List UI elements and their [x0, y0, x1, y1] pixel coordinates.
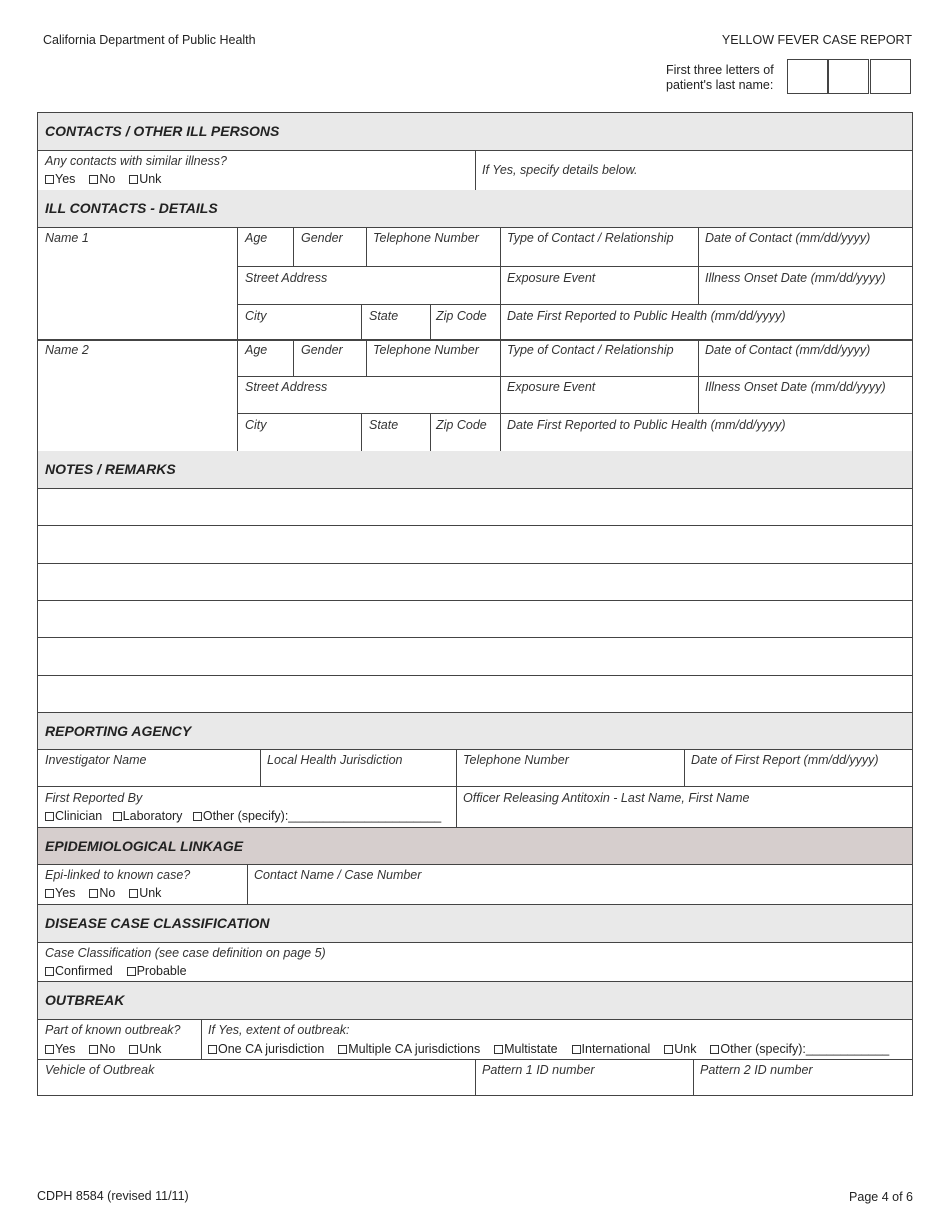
page-number: Page 4 of 6 — [849, 1190, 913, 1204]
checkbox-icon — [45, 889, 54, 898]
extent-label: If Yes, extent of outbreak: — [208, 1023, 350, 1037]
contacts-options — [45, 172, 161, 186]
telephone-field-2[interactable]: Telephone Number — [373, 343, 479, 357]
pattern1-field[interactable]: Pattern 1 ID number — [482, 1063, 595, 1077]
date-first-report-field[interactable]: Date of First Report (mm/dd/yyyy) — [691, 753, 879, 767]
contact-name-field[interactable]: Contact Name / Case Number — [254, 868, 422, 882]
checkbox-icon — [572, 1045, 581, 1054]
checkbox-icon — [129, 889, 138, 898]
notes-line-5[interactable] — [38, 638, 912, 676]
notes-line-6[interactable] — [38, 676, 912, 713]
epi-yes[interactable]: Yes — [45, 886, 75, 900]
state-field-1[interactable]: State — [369, 309, 399, 323]
section-epi: EPIDEMIOLOGICAL LINKAGE — [38, 828, 912, 865]
divider — [475, 1060, 476, 1096]
extent-one-ca[interactable]: One CA jurisdiction — [208, 1042, 324, 1056]
notes-line-1[interactable] — [38, 489, 912, 526]
onset-field-2[interactable]: Illness Onset Date (mm/dd/yyyy) — [705, 380, 886, 394]
section-contacts: CONTACTS / OTHER ILL PERSONS — [38, 113, 912, 151]
investigator-field[interactable]: Investigator Name — [45, 753, 147, 767]
reporting-telephone-field[interactable]: Telephone Number — [463, 753, 569, 767]
name1-field[interactable]: Name 1 — [45, 231, 89, 245]
checkbox-icon — [45, 175, 54, 184]
extent-options — [208, 1042, 889, 1056]
outbreak-options — [45, 1042, 161, 1056]
checkbox-icon — [208, 1045, 217, 1054]
age-field-1[interactable]: Age — [245, 231, 268, 245]
contacts-if-yes: If Yes, specify details below. — [482, 163, 638, 177]
street-field-2[interactable]: Street Address — [245, 380, 328, 394]
extent-international[interactable]: International — [572, 1042, 651, 1056]
divider — [201, 1020, 202, 1060]
notes-line-4[interactable] — [38, 601, 912, 638]
divider — [293, 227, 294, 266]
classification-options — [45, 964, 187, 978]
checkbox-icon — [89, 889, 98, 898]
reported-other[interactable]: Other (specify):______________________ — [193, 809, 441, 823]
section-notes: NOTES / REMARKS — [38, 451, 912, 489]
checkbox-icon — [129, 175, 138, 184]
divider — [237, 340, 238, 451]
date-reported-field-2[interactable]: Date First Reported to Public Health (mm/dd/yyyy) — [507, 418, 786, 432]
divider — [430, 304, 431, 339]
notes-line-3[interactable] — [38, 564, 912, 601]
exposure-field-1[interactable]: Exposure Event — [507, 271, 596, 285]
divider — [361, 304, 362, 339]
city-field-1[interactable]: City — [245, 309, 267, 323]
divider — [237, 304, 912, 305]
outbreak-question: Part of known outbreak? — [45, 1023, 181, 1037]
date-contact-field-2[interactable]: Date of Contact (mm/dd/yyyy) — [705, 343, 871, 357]
divider — [260, 750, 261, 787]
gender-field-1[interactable]: Gender — [301, 231, 343, 245]
city-field-2[interactable]: City — [245, 418, 267, 432]
agency-name: California Department of Public Health — [43, 33, 256, 47]
epi-no[interactable]: No — [89, 886, 115, 900]
checkbox-icon — [89, 1045, 98, 1054]
contacts-no[interactable]: No — [89, 172, 115, 186]
section-ill-contacts: ILL CONTACTS - DETAILS — [38, 190, 912, 228]
divider — [38, 339, 912, 341]
divider — [366, 340, 367, 376]
notes-line-2[interactable] — [38, 526, 912, 564]
extent-other[interactable]: Other (specify):____________ — [710, 1042, 889, 1056]
vehicle-field[interactable]: Vehicle of Outbreak — [45, 1063, 155, 1077]
epi-options — [45, 886, 161, 900]
divider — [693, 1060, 694, 1096]
initial-box-2[interactable] — [828, 59, 869, 94]
checkbox-icon — [127, 967, 136, 976]
contacts-yes[interactable]: Yes — [45, 172, 75, 186]
epi-unk[interactable]: Unk — [129, 886, 161, 900]
divider — [475, 151, 476, 191]
divider — [293, 340, 294, 376]
checkbox-icon — [89, 175, 98, 184]
checkbox-icon — [113, 812, 122, 821]
checkbox-icon — [664, 1045, 673, 1054]
divider — [456, 750, 457, 828]
reported-clinician[interactable]: Clinician — [45, 809, 102, 823]
extent-unk[interactable]: Unk — [664, 1042, 696, 1056]
jurisdiction-field[interactable]: Local Health Jurisdiction — [267, 753, 403, 767]
form-number: CDPH 8584 (revised 11/11) — [37, 1189, 189, 1203]
contacts-unk[interactable]: Unk — [129, 172, 161, 186]
onset-field-1[interactable]: Illness Onset Date (mm/dd/yyyy) — [705, 271, 886, 285]
zip-field-1[interactable]: Zip Code — [436, 309, 487, 323]
epi-question: Epi-linked to known case? — [45, 868, 191, 882]
section-reporting: REPORTING AGENCY — [38, 713, 912, 750]
divider — [237, 227, 238, 339]
contacts-question: Any contacts with similar illness? — [45, 154, 228, 168]
form-title: YELLOW FEVER CASE REPORT — [721, 33, 912, 47]
extent-multiple-ca[interactable]: Multiple CA jurisdictions — [338, 1042, 480, 1056]
street-field-1[interactable]: Street Address — [245, 271, 328, 285]
initial-box-1[interactable] — [787, 59, 828, 94]
checkbox-icon — [45, 967, 54, 976]
classification-label: Case Classification (see case definition on page 5) — [45, 946, 326, 960]
date-contact-field-1[interactable]: Date of Contact (mm/dd/yyyy) — [705, 231, 871, 245]
divider — [366, 227, 367, 266]
type-contact-field-1[interactable]: Type of Contact / Relationship — [507, 231, 674, 245]
outbreak-yes[interactable]: Yes — [45, 1042, 75, 1056]
age-field-2[interactable]: Age — [245, 343, 268, 357]
name2-field[interactable]: Name 2 — [45, 343, 89, 357]
type-contact-field-2[interactable]: Type of Contact / Relationship — [507, 343, 674, 357]
divider — [247, 865, 248, 905]
divider — [237, 413, 912, 414]
zip-field-2[interactable]: Zip Code — [436, 418, 487, 432]
first-reported-by-label: First Reported By — [45, 791, 143, 805]
outbreak-unk[interactable]: Unk — [129, 1042, 161, 1056]
divider — [500, 227, 501, 339]
section-outbreak: OUTBREAK — [38, 982, 912, 1020]
exposure-field-2[interactable]: Exposure Event — [507, 380, 596, 394]
state-field-2[interactable]: State — [369, 418, 399, 432]
officer-field[interactable]: Officer Releasing Antitoxin - Last Name, First Name — [463, 791, 750, 805]
checkbox-icon — [45, 1045, 54, 1054]
section-classification: DISEASE CASE CLASSIFICATION — [38, 905, 912, 943]
checkbox-icon — [710, 1045, 719, 1054]
checkbox-icon — [129, 1045, 138, 1054]
checkbox-icon — [45, 812, 54, 821]
divider — [684, 750, 685, 787]
divider — [430, 413, 431, 451]
gender-field-2[interactable]: Gender — [301, 343, 343, 357]
checkbox-icon — [193, 812, 202, 821]
divider — [361, 413, 362, 451]
initial-box-3[interactable] — [870, 59, 911, 94]
initials-label: First three letters of patient's last name: — [666, 63, 774, 92]
divider — [500, 340, 501, 451]
form-body — [37, 112, 913, 1096]
reported-laboratory[interactable]: Laboratory — [113, 809, 183, 823]
outbreak-no[interactable]: No — [89, 1042, 115, 1056]
class-probable[interactable]: Probable — [127, 964, 187, 978]
checkbox-icon — [338, 1045, 347, 1054]
date-reported-field-1[interactable]: Date First Reported to Public Health (mm/dd/yyyy) — [507, 309, 786, 323]
checkbox-icon — [494, 1045, 503, 1054]
telephone-field-1[interactable]: Telephone Number — [373, 231, 479, 245]
pattern2-field[interactable]: Pattern 2 ID number — [700, 1063, 813, 1077]
class-confirmed[interactable]: Confirmed — [45, 964, 113, 978]
divider — [237, 376, 912, 377]
first-reported-options — [45, 809, 441, 823]
divider — [237, 266, 912, 267]
extent-multistate[interactable]: Multistate — [494, 1042, 558, 1056]
